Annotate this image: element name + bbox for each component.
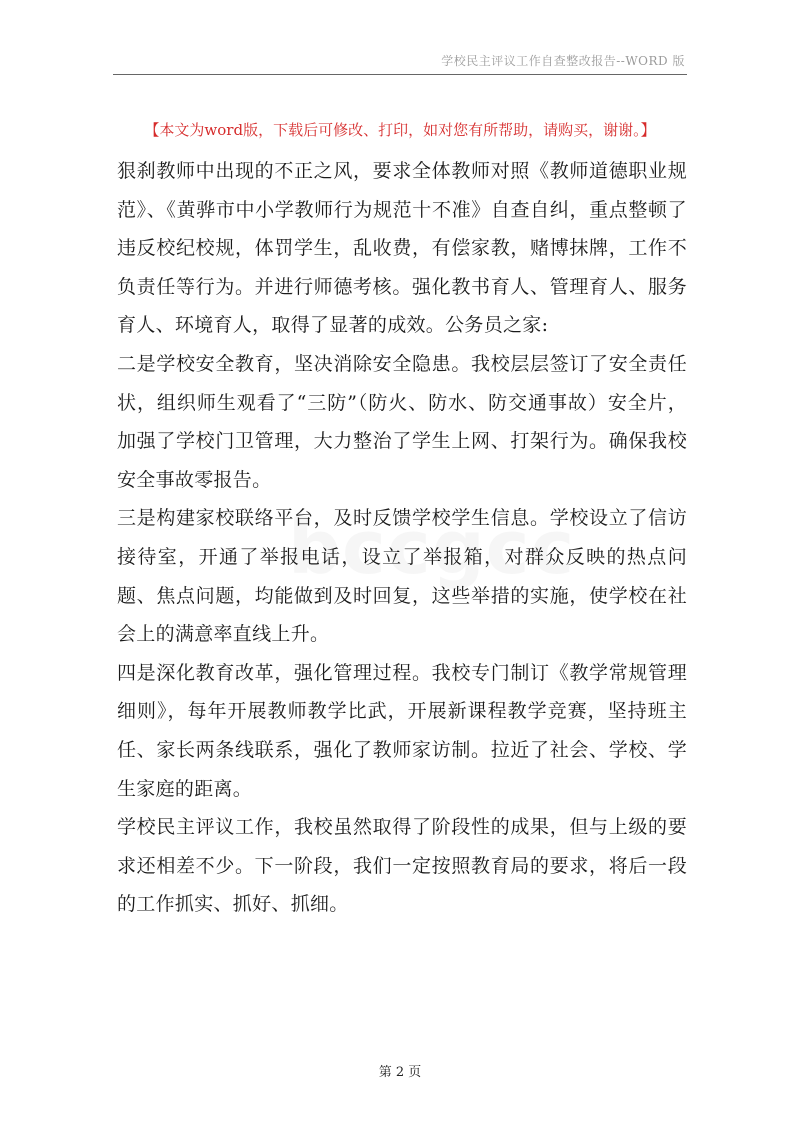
paragraph: 三是构建家校联络平台，及时反馈学校学生信息。学校设立了信访接待室，开通了举报电话，设立了举报箱，对群众反映的热点问题、焦点问题，均能做到及时回复，这些举措的实施，使学校在社会上的满意率直线上升。 (117, 507, 687, 646)
header-divider (113, 74, 687, 75)
purchase-notice: 【本文为word版，下载后可修改、打印，如对您有所帮助，请购买，谢谢。】 (144, 121, 656, 139)
paragraph: 学校民主评议工作，我校虽然取得了阶段性的成果，但与上级的要求还相差不少。下一阶段，我们一定按照教育局的要求，将后一段的工作抓实、抓好、抓细。 (117, 816, 687, 916)
paragraph: 狠刹教师中出现的不正之风，要求全体教师对照《教师道德职业规范》、《黄骅市中小学教师行为规范十不准》自查自纠，重点整顿了违反校纪校规，体罚学生，乱收费，有偿家教，赌博抹牌，工作不负责任等行为。并进行师德考核。强化教书育人、管理育人、服务育人、环境育人，取得了显著的成效。公务员之家: (117, 160, 687, 337)
paragraph: 二是学校安全教育，坚决消除安全隐患。我校层层签订了安全责任状，组织师生观看了“三防”（防火、防水、防交通事故）安全片，加强了学校门卫管理，大力整治了学生上网、打架行为。确保我校安全事故零报告。 (117, 352, 687, 491)
page-number: 第 2 页 (378, 1065, 422, 1080)
document-body (117, 152, 687, 924)
document-header-title: 学校民主评议工作自查整改报告--WORD 版 (441, 54, 685, 68)
paragraph: 四是深化教育改革，强化管理过程。我校专门制订《教学常规管理细则》，每年开展教师教学比武，开展新课程教学竞赛，坚持班主任、家长两条线联系，强化了教师家访制。拉近了社会、学校、学生家庭的距离。 (117, 661, 687, 800)
